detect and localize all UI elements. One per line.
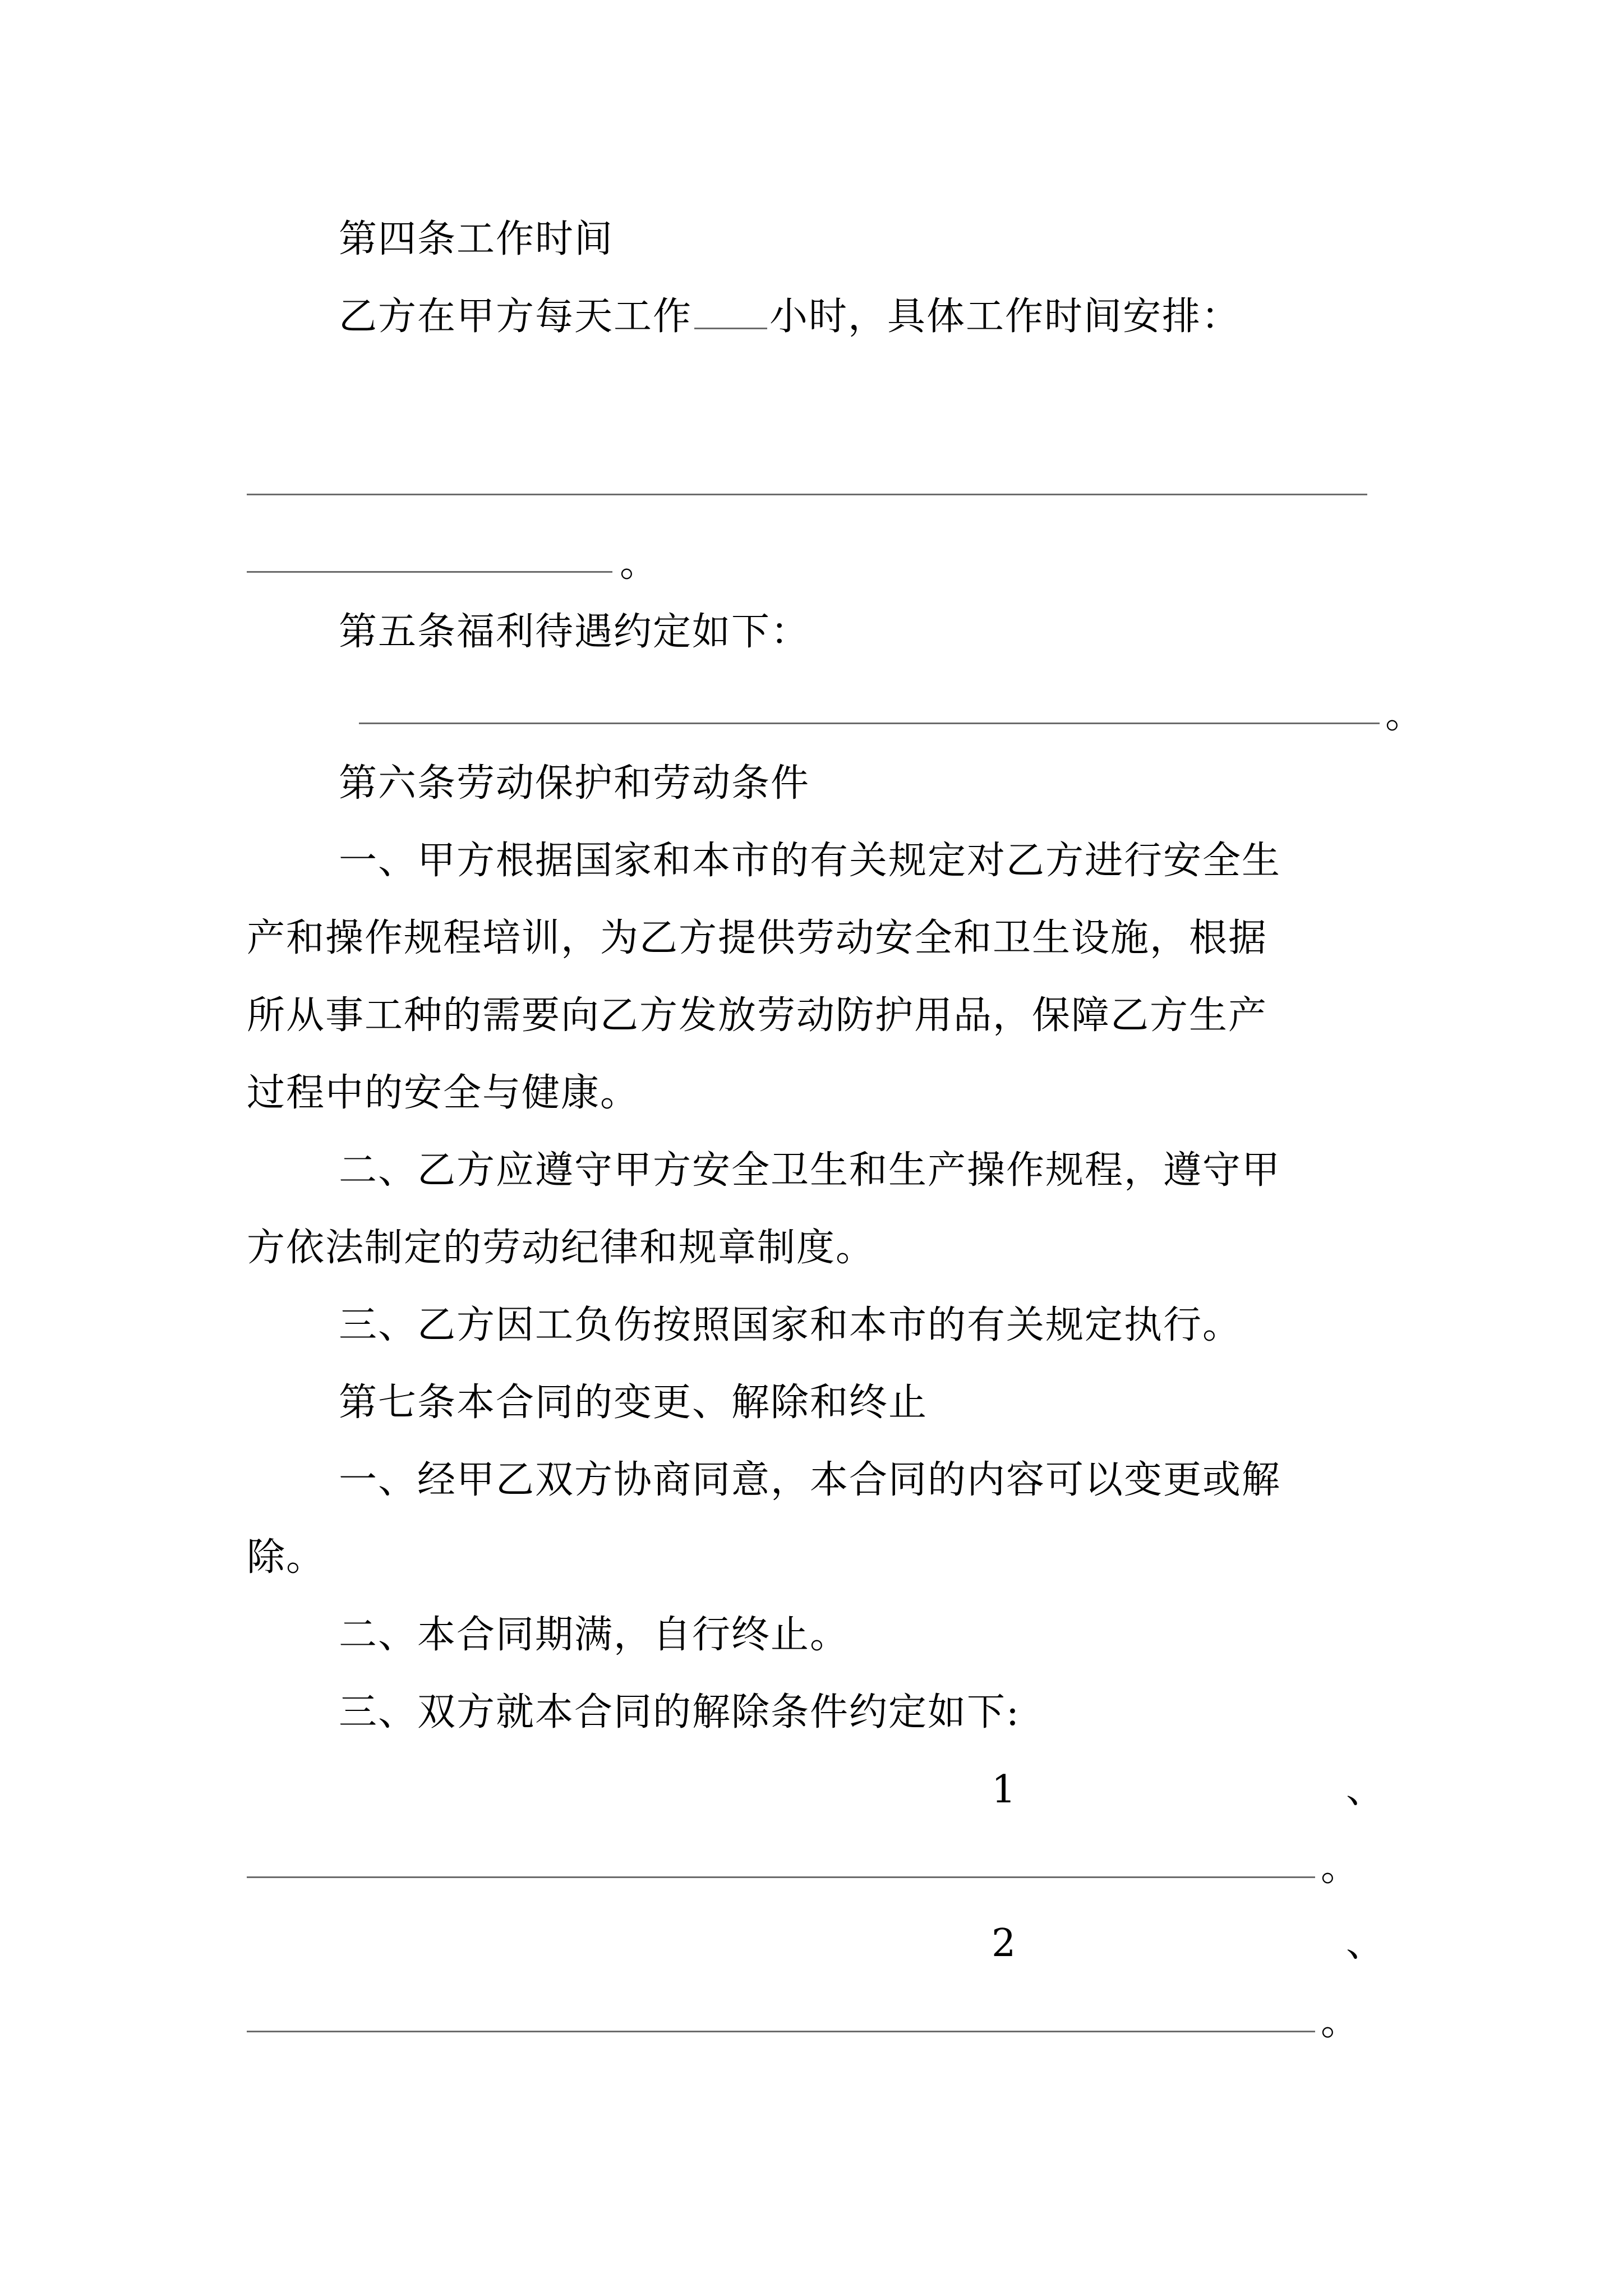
article-7-para-3: 三、双方就本合同的解除条件约定如下: (339, 1690, 1020, 1734)
article-6-title: 第六条劳动保护和劳动条件 (339, 761, 810, 806)
article-6-para-1-line-2: 产和操作规程培训，为乙方提供劳动安全和卫生设施，根据 (247, 916, 1268, 960)
condition-2-period: 。 (1321, 2000, 1359, 2044)
article-4-hours-pre: 乙方在甲方每天工作 (339, 295, 693, 339)
condition-2-comma: 、 (1346, 1921, 1385, 1966)
condition-1-period: 。 (1321, 1846, 1359, 1890)
article-7-para-1-line-2: 除。 (247, 1535, 326, 1580)
article-6-para-1-line-3: 所从事工种的需要向乙方发放劳动防护用品，保障乙方生产 (247, 993, 1268, 1038)
benefits-blank-line (359, 723, 1380, 724)
article-4-hours-line (339, 292, 1241, 342)
article-6-para-1-line-4: 过程中的安全与健康。 (247, 1071, 640, 1115)
hours-blank (694, 293, 767, 329)
article-6-para-3: 三、乙方因工负伤按照国家和本市的有关规定执行。 (339, 1303, 1242, 1347)
benefits-period: 。 (1385, 693, 1424, 737)
article-4-title: 第四条工作时间 (339, 217, 614, 261)
article-5-title: 第五条福利待遇约定如下： (339, 610, 810, 654)
schedule-period: 。 (620, 541, 658, 586)
schedule-blank-line-1 (247, 494, 1367, 495)
article-7-para-2: 二、本合同期满，自行终止。 (339, 1613, 850, 1657)
article-4-hours-post: 小时，具体工作时间安排： (769, 295, 1241, 339)
article-6-para-2-line-2: 方依法制定的劳动纪律和规章制度。 (247, 1226, 875, 1270)
condition-1-number: 1 (992, 1768, 1016, 1812)
article-6-para-2-line-1: 二、乙方应遵守甲方安全卫生和生产操作规程，遵守甲 (339, 1148, 1281, 1193)
article-6-para-1-line-1: 一、甲方根据国家和本市的有关规定对乙方进行安全生 (339, 839, 1281, 883)
condition-2-blank-line (247, 2031, 1315, 2032)
article-7-para-1-line-1: 一、经甲乙双方协商同意，本合同的内容可以变更或解 (339, 1458, 1281, 1502)
condition-2-number: 2 (992, 1921, 1016, 1966)
schedule-blank-line-2 (247, 571, 612, 573)
article-7-title: 第七条本合同的变更、解除和终止 (339, 1381, 928, 1425)
condition-1-blank-line (247, 1876, 1315, 1878)
condition-1-comma: 、 (1346, 1768, 1385, 1812)
